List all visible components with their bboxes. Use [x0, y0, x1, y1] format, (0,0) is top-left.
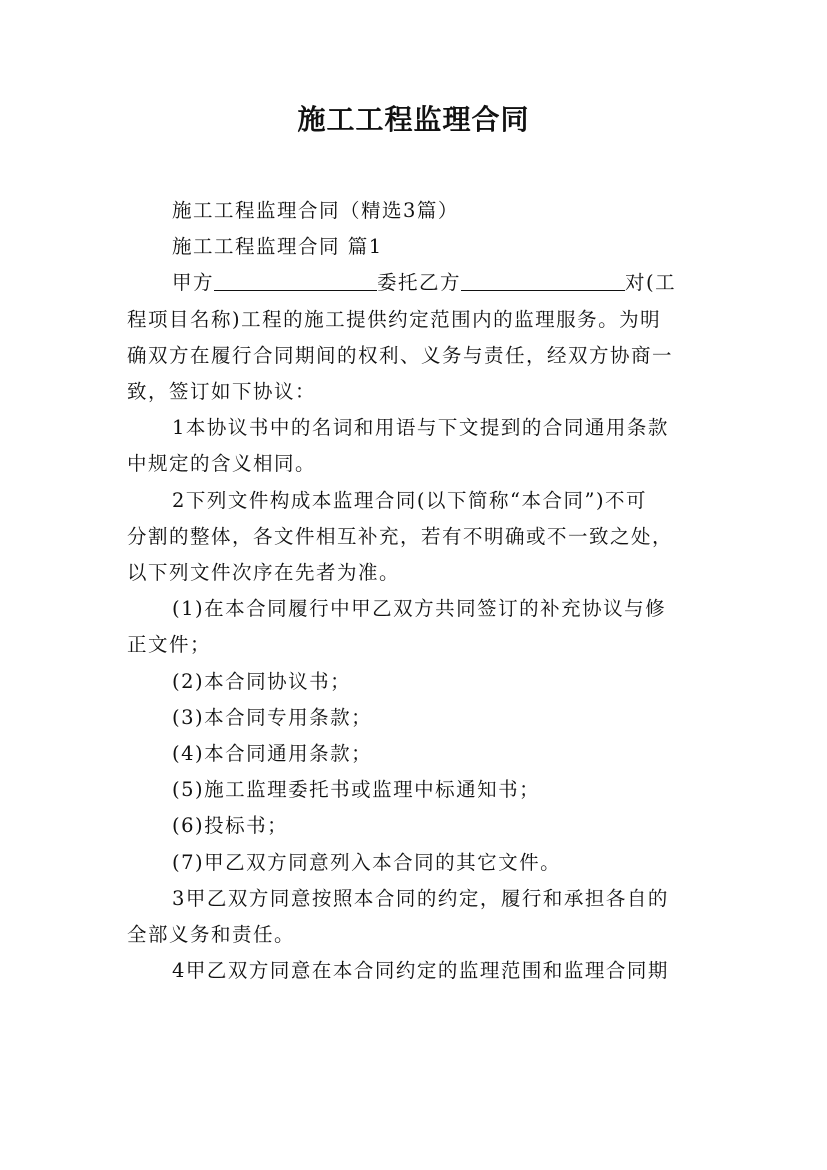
- clause-4-line-1: 4甲乙双方同意在本合同约定的监理范围和监理合同期: [172, 959, 669, 983]
- clause-2-line-2: 分割的整体，各文件相互补充，若有不明确或不一致之处，: [127, 524, 674, 548]
- list-item-3: (3)本合同专用条款；: [172, 705, 373, 729]
- intro-line-2: 程项目名称)工程的施工提供约定范围内的监理服务。为明: [127, 307, 662, 331]
- clause-1-line-1: 1本协议书中的名词和用语与下文提到的合同通用条款: [172, 416, 669, 440]
- entrust-label: 委托乙方: [377, 271, 462, 295]
- clause-2-line-1: 2下列文件构成本监理合同(以下简称“本合同”)不可: [172, 488, 648, 512]
- clause-3-line-2: 全部义务和责任。: [127, 923, 296, 947]
- document-subtitle: 施工工程监理合同（精选3篇）: [172, 199, 459, 222]
- section-heading: 施工工程监理合同 篇1: [172, 235, 383, 259]
- intro-rest-line-1: 对(工: [625, 271, 677, 295]
- intro-line-3: 确双方在履行合同期间的权利、义务与责任，经双方协商一: [127, 343, 674, 367]
- document-body: [127, 193, 705, 989]
- list-item-1-line-2: 正文件；: [127, 633, 212, 657]
- clause-2-line-3: 以下列文件次序在先者为准。: [127, 561, 401, 585]
- intro-line-1: [127, 265, 705, 301]
- list-item-4: (4)本合同通用条款；: [172, 742, 373, 766]
- list-item-5: (5)施工监理委托书或监理中标通知书；: [172, 778, 541, 802]
- party-b-blank: [461, 268, 625, 291]
- clause-3-line-1: 3甲乙双方同意按照本合同的约定，履行和承担各自的: [172, 886, 669, 910]
- party-a-blank: [214, 268, 377, 291]
- list-item-1-line-1: (1)在本合同履行中甲乙双方共同签订的补充协议与修: [172, 597, 667, 621]
- document-title: 施工工程监理合同: [297, 103, 530, 136]
- list-item-6: (6)投标书；: [172, 814, 289, 838]
- list-item-7: (7)甲乙双方同意列入本合同的其它文件。: [172, 850, 562, 874]
- list-item-2: (2)本合同协议书；: [172, 669, 352, 693]
- party-a-label: 甲方: [172, 271, 215, 295]
- intro-line-4: 致，签订如下协议：: [127, 380, 317, 404]
- clause-1-line-2: 中规定的含义相同。: [127, 452, 317, 476]
